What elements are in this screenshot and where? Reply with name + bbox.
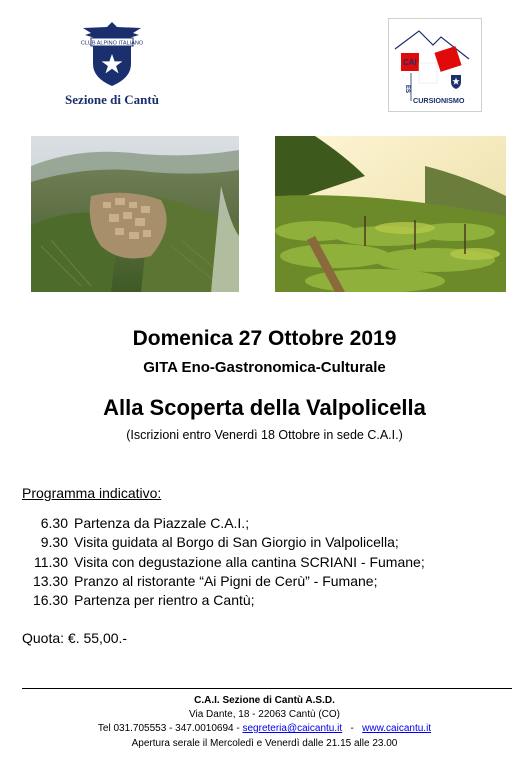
program-text: Pranzo al ristorante “Ai Pigni de Cerù” - Fumane; <box>74 572 378 589</box>
program-item <box>22 591 425 610</box>
footer-tel: Tel 031.705553 - 347.0010694 - <box>97 723 240 734</box>
footer-divider <box>22 688 512 689</box>
program-item <box>22 533 425 552</box>
program-time: 11.30 <box>34 553 68 570</box>
program-text: Visita con degustazione alla cantina SCRIANI - Fumane; <box>74 553 425 570</box>
footer-contacts <box>0 723 529 734</box>
website-link[interactable]: www.caicantu.it <box>362 723 432 734</box>
program-time: 13.30 <box>32 572 68 589</box>
program-text: Partenza per rientro a Cantù; <box>74 592 255 609</box>
logo-cai-text: CAI <box>403 58 417 67</box>
escursionismo-logo <box>388 18 482 112</box>
program-text: Visita guidata al Borgo di San Giorgio in Valpolicella; <box>74 534 399 551</box>
event-title: Alla Scoperta della Valpolicella <box>103 395 426 420</box>
program-item <box>22 514 425 533</box>
footer-hours: Apertura serale il Mercoledì e Venerdì dalle 21.15 alle 23.00 <box>131 738 398 749</box>
footer-address: Via Dante, 18 - 22063 Cantù (CO) <box>188 709 340 720</box>
email-link[interactable]: segreteria@caicantu.it <box>242 723 343 734</box>
cai-emblem-icon <box>77 18 147 88</box>
quota: Quota: €. 55,00.- <box>22 630 128 646</box>
event-subtitle: GITA Eno-Gastronomica-Culturale <box>143 359 386 376</box>
logo-cursionismo-text: CURSIONISMO <box>413 96 465 105</box>
program-time: 6.30 <box>40 515 68 531</box>
program-text: Partenza da Piazzale C.A.I.; <box>74 515 250 531</box>
footer-org: C.A.I. Sezione di Cantù A.S.D. <box>194 695 335 706</box>
footer-separator: - <box>344 723 360 734</box>
escursionismo-emblem-icon <box>389 19 481 111</box>
program-heading: Programma indicativo: <box>22 485 162 501</box>
program-item <box>22 572 425 591</box>
section-name: Sezione di Cantù <box>65 92 159 107</box>
registration-note: (Iscrizioni entro Venerdì 18 Ottobre in sede C.A.I.) <box>126 428 403 442</box>
program-item <box>22 553 425 572</box>
program-time: 16.30 <box>32 592 68 609</box>
photo-vineyard <box>275 136 506 292</box>
logo-banner-text: CLUB ALPINO ITALIANO <box>80 40 144 47</box>
cai-logo <box>60 18 164 112</box>
event-date: Domenica 27 Ottobre 2019 <box>132 327 397 350</box>
photo-village <box>31 136 239 292</box>
program-time: 9.30 <box>40 534 68 551</box>
program-list <box>22 514 425 610</box>
logo-es-text: ES <box>404 85 410 94</box>
